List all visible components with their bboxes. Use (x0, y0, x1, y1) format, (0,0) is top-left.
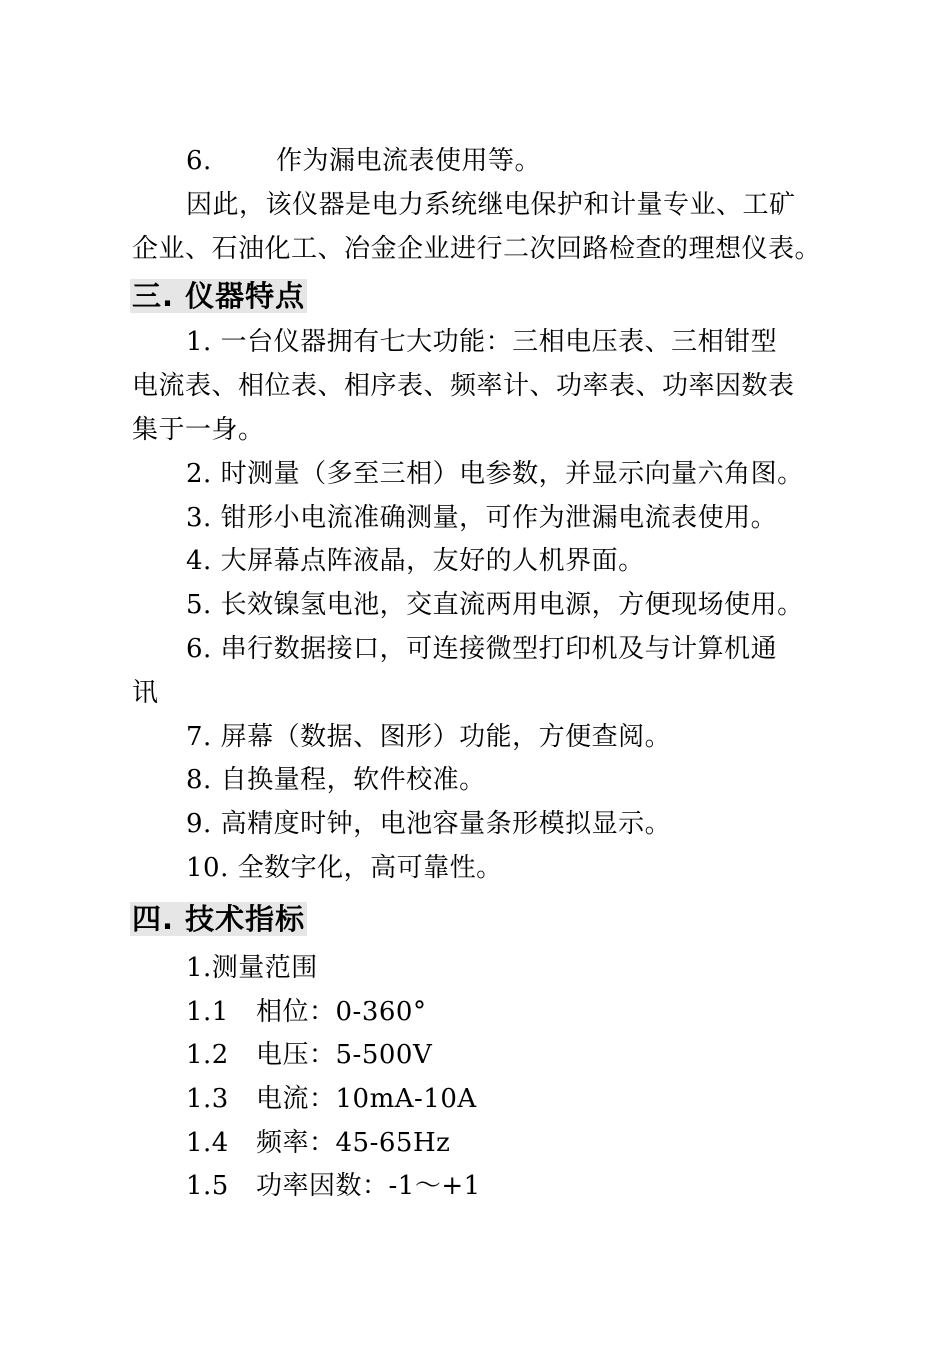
feature-item-7: 7. 屏幕（数据、图形）功能，方便查阅。 (186, 722, 672, 752)
feature-item-4: 4. 大屏幕点阵液晶，友好的人机界面。 (186, 546, 645, 576)
feature-item-8: 8. 自换量程，软件校准。 (186, 765, 486, 795)
feature-item-3: 3. 钳形小电流准确测量，可作为泄漏电流表使用。 (186, 503, 778, 533)
spec-row-phase (186, 997, 426, 1027)
spec-value: 相位：0-360° (256, 997, 427, 1027)
section-3-heading: 三. 仪器特点 (132, 279, 306, 313)
spec-number: 1.2 (186, 1040, 229, 1070)
feature-item-5: 5. 长效镍氢电池，交直流两用电源，方便现场使用。 (186, 590, 804, 620)
spec-value: 频率：45-65Hz (256, 1128, 451, 1158)
feature-item-1-line-2: 电流表、相位表、相序表、频率计、功率表、功率因数表 (132, 371, 795, 401)
spec-number: 1.5 (186, 1171, 229, 1201)
feature-item-10: 10. 全数字化，高可靠性。 (186, 853, 503, 883)
intro-item-6-text: 作为漏电流表使用等。 (276, 146, 542, 176)
feature-item-1-line-3: 集于一身。 (132, 415, 265, 445)
conclusion-line-1: 因此，该仪器是电力系统继电保护和计量专业、工矿 (186, 190, 796, 220)
spec-row-current (186, 1084, 477, 1114)
spec-subtitle: 1.测量范围 (186, 953, 318, 983)
intro-item-6 (186, 146, 541, 176)
feature-item-9: 9. 高精度时钟，电池容量条形模拟显示。 (186, 809, 672, 839)
spec-value: 电压：5-500V (256, 1040, 433, 1070)
spec-row-frequency (186, 1128, 450, 1158)
feature-item-6-line-1: 6. 串行数据接口，可连接微型打印机及与计算机通 (186, 634, 778, 664)
spec-value: 电流：10mA-10A (256, 1084, 477, 1114)
section-4-heading: 四. 技术指标 (132, 902, 306, 936)
feature-item-1-line-1: 1. 一台仪器拥有七大功能：三相电压表、三相钳型 (186, 327, 778, 357)
feature-item-2: 2. 时测量（多至三相）电参数，并显示向量六角图。 (186, 459, 804, 489)
feature-item-6-line-2: 讯 (132, 678, 159, 708)
spec-number: 1.4 (186, 1128, 229, 1158)
spec-number: 1.1 (186, 997, 229, 1027)
spec-row-power-factor (186, 1171, 481, 1201)
intro-item-6-number: 6. (186, 146, 212, 176)
spec-value: 功率因数：-1～+1 (256, 1171, 481, 1201)
spec-number: 1.3 (186, 1084, 229, 1114)
spec-row-voltage (186, 1040, 432, 1070)
conclusion-line-2: 企业、石油化工、冶金企业进行二次回路检查的理想仪表。 (132, 234, 822, 264)
